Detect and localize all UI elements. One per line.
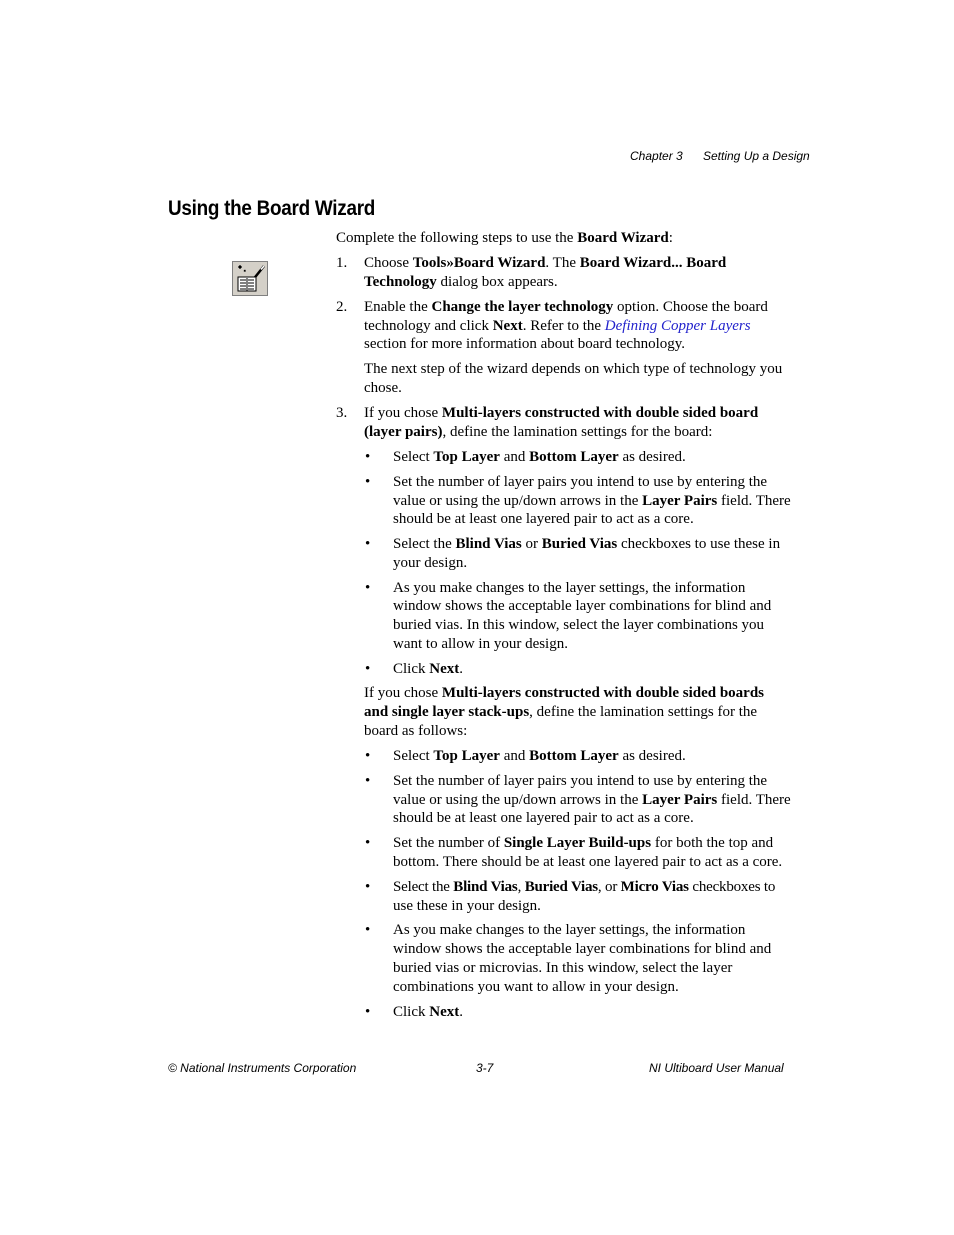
intro-text: Complete the following steps to use the Board Wizard: xyxy=(336,230,673,246)
step-2-line-1: Enable the Change the layer technology option. Choose the board xyxy=(364,299,768,315)
list-a-item-2-line-2: value or using the up/down arrows in the Layer Pairs field. There xyxy=(393,493,791,509)
list-b-item-5-line-2: window shows the acceptable layer combinations for blind and xyxy=(393,941,772,957)
header-section: Setting Up a Design xyxy=(703,149,810,163)
list-a-item-2-line-1: Set the number of layer pairs you intend to use by entering the xyxy=(393,474,768,490)
list-a-item-4-line-4: want to allow in your design. xyxy=(393,636,568,652)
board-wizard-icon xyxy=(232,261,268,296)
list-b-item-1: Select Top Layer and Bottom Layer as desired. xyxy=(393,748,686,764)
defining-copper-layers-link[interactable]: Defining Copper Layers xyxy=(604,318,751,334)
list-a-item-3-line-1: Select the Blind Vias or Buried Vias checkboxes to use these in xyxy=(393,536,781,552)
bullet: • xyxy=(365,580,371,596)
bullet: • xyxy=(365,661,371,677)
list-b-item-3-line-2: bottom. There should be at least one layered pair to act as a core. xyxy=(393,854,783,870)
step-2-number: 2. xyxy=(336,299,348,315)
list-a-item-3-line-2: your design. xyxy=(393,555,468,571)
bullet: • xyxy=(365,835,371,851)
list-b-item-2-line-3: should be at least one layered pair to act as a core. xyxy=(393,810,694,826)
step-2-note-line-2: chose. xyxy=(364,380,402,396)
list-b-item-3-line-1: Set the number of Single Layer Build-ups for both the top and xyxy=(393,835,774,851)
step-2-note-line-1: The next step of the wizard depends on which type of technology you xyxy=(364,361,783,377)
step-3-number: 3. xyxy=(336,405,348,421)
list-b-item-2-line-1: Set the number of layer pairs you intend to use by entering the xyxy=(393,773,768,789)
bullet: • xyxy=(365,449,371,465)
list-a-item-1: Select Top Layer and Bottom Layer as desired. xyxy=(393,449,686,465)
list-a-item-2-line-3: should be at least one layered pair to act as a core. xyxy=(393,511,694,527)
page-title: Using the Board Wizard xyxy=(168,197,376,220)
step-3-line-1: If you chose Multi-layers constructed with double sided board xyxy=(364,405,759,421)
list-a-item-4-line-1: As you make changes to the layer settings, the information xyxy=(393,580,746,596)
footer-page-number: 3-7 xyxy=(476,1061,494,1075)
list-a-item-4-line-3: buried vias. In this window, select the layer combinations you xyxy=(393,617,765,633)
bullet: • xyxy=(365,922,371,938)
header-chapter: Chapter 3 xyxy=(630,149,683,163)
list-a-item-5: Click Next. xyxy=(393,661,463,677)
bullet: • xyxy=(365,773,371,789)
list-a-item-4-line-2: window shows the acceptable layer combinations for blind and xyxy=(393,598,772,614)
step-1-line-1: Choose Tools»Board Wizard. The Board Wizard... Board xyxy=(364,255,727,271)
list-b-item-6: Click Next. xyxy=(393,1004,463,1020)
bullet: • xyxy=(365,1004,371,1020)
bullet: • xyxy=(365,748,371,764)
step-1-number: 1. xyxy=(336,255,348,271)
list-b-item-5-line-4: combinations you want to allow in your design. xyxy=(393,979,679,995)
bullet: • xyxy=(365,879,371,895)
footer-right: NI Ultiboard User Manual xyxy=(649,1061,784,1075)
list-b-item-2-line-2: value or using the up/down arrows in the Layer Pairs field. There xyxy=(393,792,791,808)
para-b-line-1: If you chose Multi-layers constructed with double sided boards xyxy=(364,685,765,701)
list-b-item-4-line-1: Select the Blind Vias, Buried Vias, or Micro Vias checkboxes to xyxy=(393,879,776,895)
bullet: • xyxy=(365,536,371,552)
list-b-item-5-line-3: buried vias or microvias. In this window, select the layer xyxy=(393,960,733,976)
bullet: • xyxy=(365,474,371,490)
step-3-line-2: (layer pairs), define the lamination settings for the board: xyxy=(364,424,713,440)
list-b-item-5-line-1: As you make changes to the layer settings, the information xyxy=(393,922,746,938)
list-b-item-4-line-2: use these in your design. xyxy=(393,898,541,914)
footer-left: © National Instruments Corporation xyxy=(168,1061,357,1075)
step-2-line-3: section for more information about board technology. xyxy=(364,336,686,352)
step-1-line-2: Technology dialog box appears. xyxy=(364,274,558,290)
step-2-line-2: technology and click Next. Refer to the Defining Copper Layers xyxy=(364,318,751,334)
para-b-line-3: board as follows: xyxy=(364,723,468,739)
para-b-line-2: and single layer stack-ups, define the lamination settings for the xyxy=(364,704,758,720)
